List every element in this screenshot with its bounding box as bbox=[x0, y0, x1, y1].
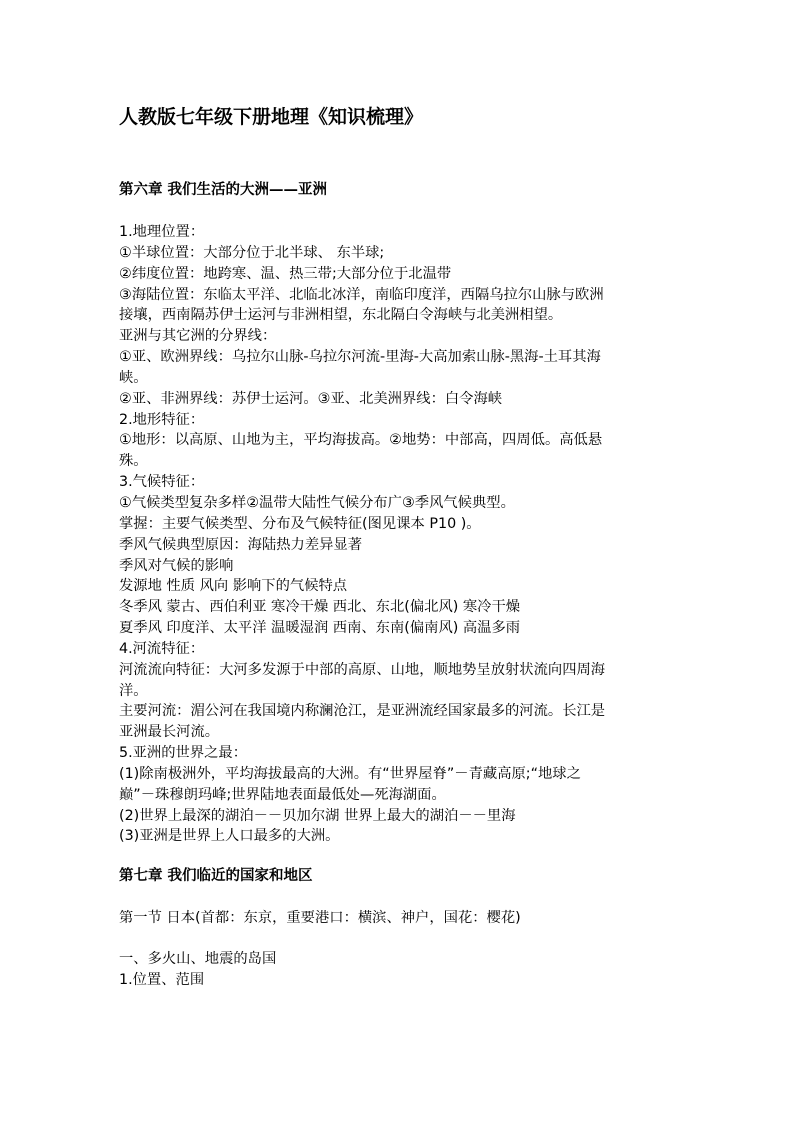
text-line: 接壤，西南隔苏伊士运河与非洲相望，东北隔白令海峡与北美洲相望。 bbox=[119, 307, 563, 324]
text-line: 洋。 bbox=[119, 682, 148, 699]
subsection-heading: 一、多火山、地震的岛国 bbox=[119, 951, 277, 967]
text-line: ②亚、非洲界线：苏伊士运河。③亚、北美洲界线：白令海峡 bbox=[119, 390, 503, 407]
text-line: 峡。 bbox=[119, 369, 148, 386]
text-line: 3.气候特征： bbox=[119, 474, 205, 491]
text-line: 2.地形特征： bbox=[119, 411, 205, 428]
section-heading-japan: 第一节 日本(首都：东京，重要港口：横滨、神户，国花：樱花) bbox=[119, 910, 521, 926]
text-line: 季风气候典型原因：海陆热力差异显著 bbox=[119, 536, 363, 553]
text-line: 河流流向特征：大河多发源于中部的高原、山地，顺地势呈放射状流向四周海 bbox=[119, 661, 606, 678]
text-line: (3)亚洲是世界上人口最多的大洲。 bbox=[119, 828, 340, 845]
text-line: 巅”－珠穆朗玛峰;世界陆地表面最低处—死海湖面。 bbox=[119, 786, 446, 803]
text-line: (2)世界上最深的湖泊－－贝加尔湖 世界上最大的湖泊－－里海 bbox=[119, 807, 516, 824]
text-line: (1)除南极洲外，平均海拔最高的大洲。有“世界屋脊”－青藏高原;“地球之 bbox=[119, 765, 581, 782]
text-line: 殊。 bbox=[119, 453, 148, 470]
text-line: ①气候类型复杂多样②温带大陆性气候分布广③季风气候典型。 bbox=[119, 494, 515, 511]
text-line: ③海陆位置：东临太平洋、北临北冰洋，南临印度洋，西隔乌拉尔山脉与欧洲 bbox=[119, 286, 604, 303]
text-line: 季风对气候的影响 bbox=[119, 557, 234, 574]
chapter-6-body bbox=[119, 222, 679, 847]
text-line: ①半球位置：大部分位于北半球、 东半球; bbox=[119, 244, 385, 261]
text-line: 发源地 性质 风向 影响下的气候特点 bbox=[119, 578, 348, 595]
text-line: ①亚、欧洲界线：乌拉尔山脉-乌拉尔河流-里海-大高加索山脉-黑海-土耳其海 bbox=[119, 349, 601, 366]
chapter-7-title: 第七章 我们临近的国家和地区 bbox=[119, 867, 313, 884]
text-line: 4.河流特征： bbox=[119, 640, 205, 657]
text-line: 亚洲最长河流。 bbox=[119, 724, 220, 741]
text-line: ①地形：以高原、山地为主，平均海拔高。②地势：中部高，四周低。高低悬 bbox=[119, 432, 603, 449]
text-line: 1.地理位置： bbox=[119, 224, 205, 240]
text-line: 5.亚洲的世界之最： bbox=[119, 745, 248, 762]
text-line: ②纬度位置：地跨寒、温、热三带;大部分位于北温带 bbox=[119, 265, 452, 282]
chapter-6-title: 第六章 我们生活的大洲——亚洲 bbox=[119, 181, 328, 198]
text-line: 夏季风 印度洋、太平洋 温暖湿润 西南、东南(偏南风) 高温多雨 bbox=[119, 620, 521, 637]
text-line: 亚洲与其它洲的分界线： bbox=[119, 328, 277, 345]
document-title: 人教版七年级下册地理《知识梳理》 bbox=[119, 106, 424, 128]
text-line: 冬季风 蒙古、西伯利亚 寒冷干燥 西北、东北(偏北风) 寒冷干燥 bbox=[119, 599, 521, 616]
text-line: 主要河流：湄公河在我国境内称澜沧江，是亚洲流经国家最多的河流。长江是 bbox=[119, 703, 606, 720]
text-line: 掌握：主要气候类型、分布及气候特征(图见课本 P10 )。 bbox=[119, 515, 481, 532]
list-item-heading: 1.位置、范围 bbox=[119, 972, 205, 988]
